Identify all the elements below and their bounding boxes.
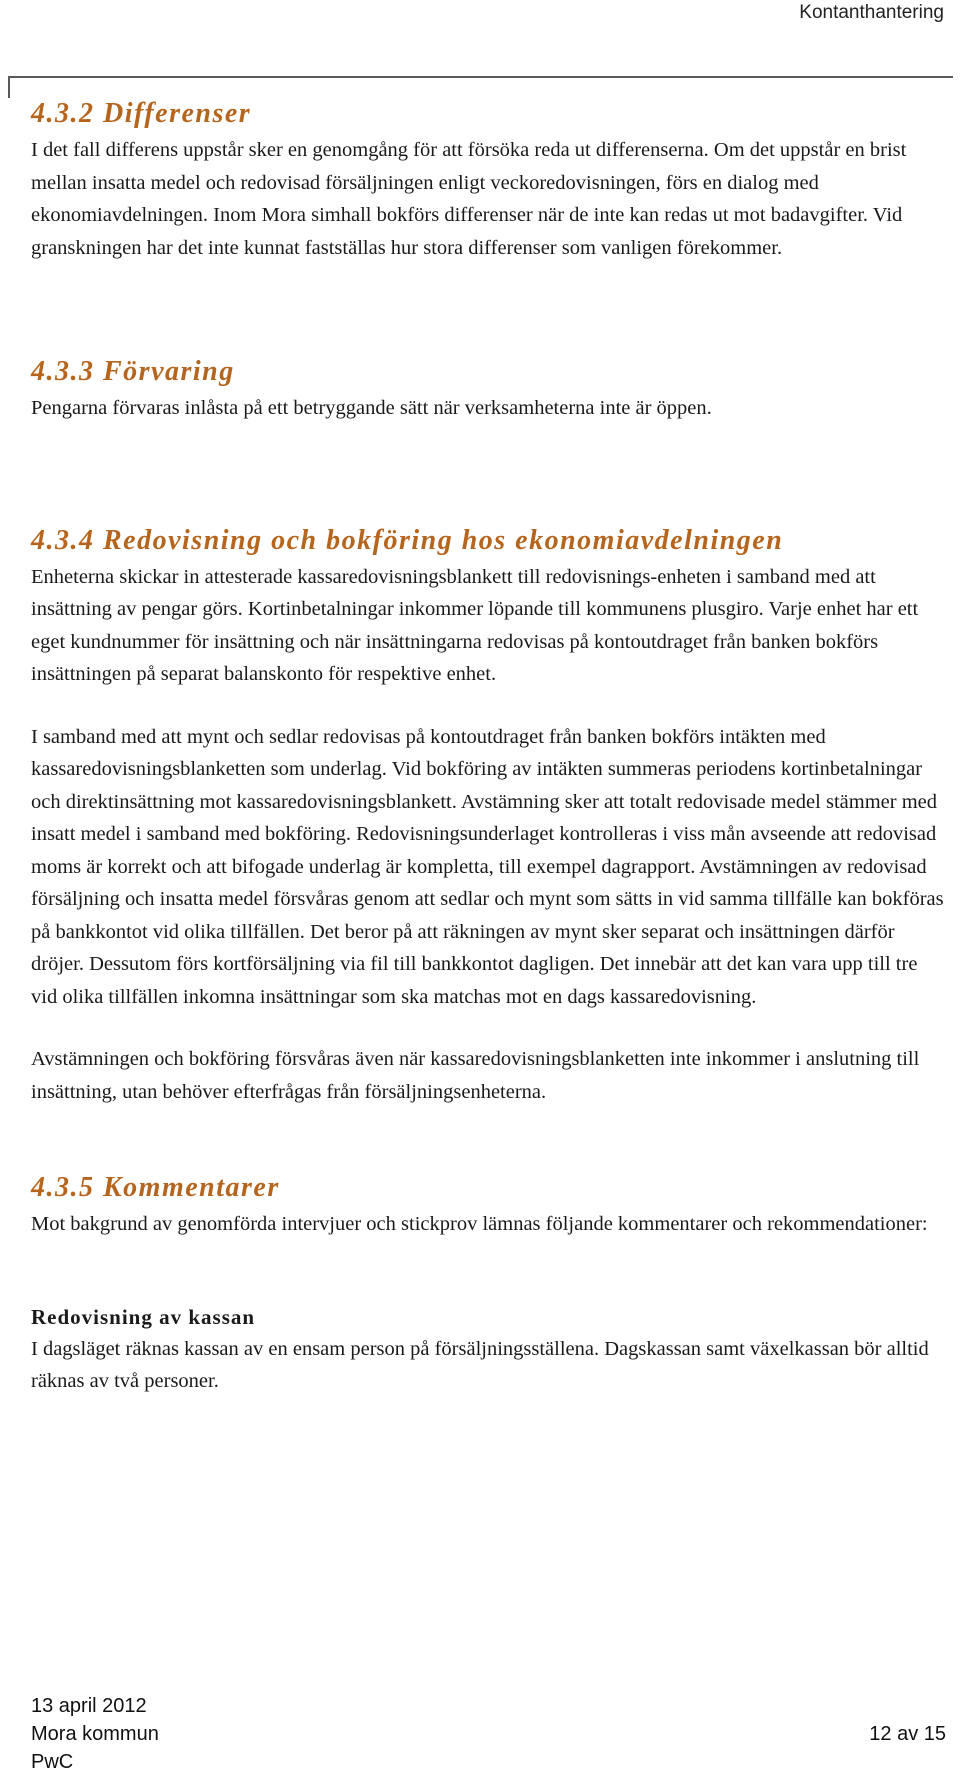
subheading-redovisning-av-kassan: Redovisning av kassan [31, 1304, 256, 1329]
section-forvaring [31, 352, 946, 425]
paragraph: I dagsläget räknas kassan av en ensam person på försäljningsställena. Dagskassan samt växelkassan bör alltid räknas av två personer. [31, 1337, 929, 1392]
footer-author: PwC [31, 1751, 74, 1773]
header-rule [8, 76, 953, 78]
running-header-title: Kontanthantering [799, 2, 944, 23]
section-differenser [31, 94, 946, 264]
section-heading-differenser: 4.3.2 Differenser [31, 98, 252, 129]
page-content [31, 94, 946, 1398]
paragraph: Enheterna skickar in attesterade kassaredovisningsblankett till redovisnings-enheten i samband med att insättning av pengar görs. Kortinbetalningar inkommer löpande till kommunens plusgiro. Varje enhet har ett eget kundnummer för insättning och när insättningarna redovisas på kontoutdraget från banken bokförs insättningen på separat balanskonto för respektive enhet. [31, 565, 919, 685]
paragraph: I samband med att mynt och sedlar redovisas på kontoutdraget från banken bokförs intäkten med kassaredovisningsblanketten som underlag. Vid bokföring av intäkten summeras periodens kortinbetalningar och direktinsättning mot kassaredovisningsblankett. Avstämning sker att totalt redovisade medel stämmer med insatt medel i samband med bokföring. Redovisningsunderlaget kontrolleras i viss mån avseende att redovisad moms är korrekt och att bifogade underlag är kompletta, till exempel dagrapport. Avstämningen av redovisad försäljning och insatta medel försvåras genom att sedlar och mynt som sätts in vid samma tillfälle kan bokföras på bankkontot vid olika tillfällen. Det beror på att räkningen av mynt sker separat och insättningen därför dröjer. Dessutom förs kortförsäljning via fil till bankkontot dagligen. Det innebär att det kan vara upp till tre vid olika tillfällen inkomna insättningar som ska matchas mot en dags kassaredovisning. [31, 725, 944, 1008]
section-heading-forvaring: 4.3.3 Förvaring [31, 356, 235, 387]
footer-organization: Mora kommun [31, 1723, 159, 1745]
footer-page-number: 12 av 15 [869, 1723, 946, 1745]
section-redovisning-bokforing [31, 521, 946, 1109]
paragraph: Mot bakgrund av genomförda intervjuer och stickprov lämnas följande kommentarer och rekommendationer: [31, 1213, 928, 1235]
section-kommentarer [31, 1168, 946, 1398]
header-rule-tick [8, 76, 10, 98]
paragraph: Pengarna förvaras inlåsta på ett betryggande sätt när verksamheterna inte är öppen. [31, 397, 712, 419]
page-footer [31, 1692, 946, 1776]
section-heading-kommentarer: 4.3.5 Kommentarer [31, 1172, 280, 1203]
paragraph: Avstämningen och bokföring försvåras även när kassaredovisningsblanketten inte inkommer i anslutning till insättning, utan behöver efterfrågas från försäljningsenheterna. [31, 1048, 920, 1103]
section-heading-redovisning-bokforing: 4.3.4 Redovisning och bokföring hos ekonomiavdelningen [31, 524, 784, 556]
paragraph: I det fall differens uppstår sker en genomgång för att försöka reda ut differenserna. Om det uppstår en brist mellan insatta medel och redovisad försäljningen enligt veckoredovisningen, förs en dialog med ekonomiavdelningen. Inom Mora simhall bokförs differenser när de inte kan redas ut mot badavgifter. Vid granskningen har det inte kunnat fastställas hur stora differenser som vanligen förekommer. [31, 139, 907, 259]
footer-date: 13 april 2012 [31, 1695, 147, 1717]
